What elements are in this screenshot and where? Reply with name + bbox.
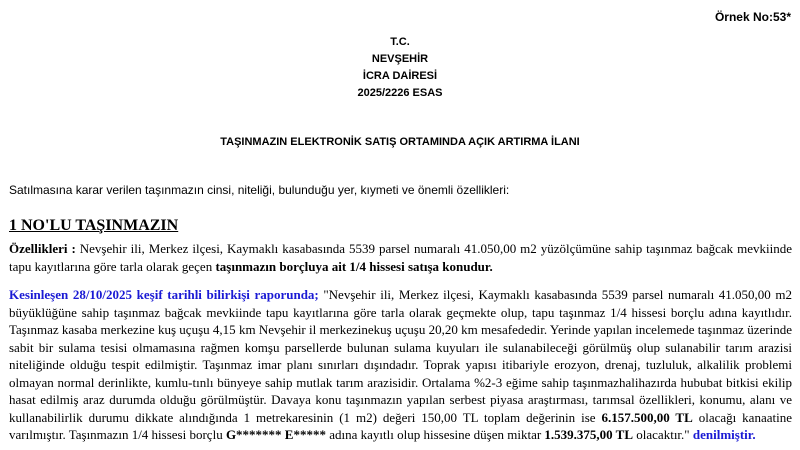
intro-text: Satılmasına karar verilen taşınmazın cinsi, niteliği, bulunduğu yer, kıymeti ve önemli özellikleri: <box>9 183 510 197</box>
features-bold-text: taşınmazın borçluya ait 1/4 hissesi satışa konudur. <box>215 258 493 274</box>
report-paragraph <box>9 286 792 444</box>
header-case-number: 2025/2226 ESAS <box>357 87 443 99</box>
features-label: Özellikleri : <box>9 241 76 256</box>
header-city: NEVŞEHİR <box>371 53 429 65</box>
parcel-heading: 1 NO'LU TAŞINMAZIN <box>9 217 179 234</box>
report-text: "Nevşehir ili, Merkez ilçesi, Kaymaklı kasabasında 5539 parsel numaralı 41.050,00 m2 büyüklüğüne sahip taşınmaz bağcak mevkiinde tapu kayıtlarına göre tarla olarak geçmekte olup, tapu taşınmaz 1/4 hissesi borçlu adına kayıtlıdır. Taşınmaz kasaba merkezine kuş uçuşu 4,15 km Nevşehir il merkezinekuş uçuşu 20,20 km mesafededir. Yerinde yapılan incelemede taşınmaz üzerinde sabit bir sulama tesisi olmamasına rağmen komşu parsellerde bulunan sulama kuyuları ile sulanabileceği görülmüş olup sulanabilir tarım arazisi niteliğinde olduğu tespit edilmiştir. Taşınmaz imar planı sınırları dışındadır. Toprak yapısı itibariyle erozyon, drenaj, tuzluluk, alkalilik problemi olmayan normal derinlikte, kumlu-tınlı bünyeye sahip mutlak tarım arazisidir. Ortalama %2-3 eğime sahip taşınmazhalihazırda hububat bitkisi ekilip hasat edilmiş araz durumda olduğu görülmüştür. Davaya konu taşınmazın yapılan serbest piyasa araştırması, tarımsal özellikleri, konumu, alanı ve kullanabilirlik durumu dikkate alındığında 1 metrekaresinin (1 m2) değeri 150,00 TL toplam değerinin ise <box>9 287 793 425</box>
report-owner: G******* E***** <box>225 427 326 442</box>
report-end: denilmiştir. <box>692 427 756 442</box>
report-text-3: adına kayıtlı olup hissesine düşen miktar <box>325 427 545 442</box>
report-share: 1.539.375,00 TL <box>544 427 634 442</box>
report-text-4: olacaktır." <box>633 427 693 442</box>
report-label: Kesinleşen 28/10/2025 keşif tarihli bilirkişi raporunda; <box>9 287 319 302</box>
header-office: İCRA DAİRESİ <box>362 70 438 82</box>
features-text: Nevşehir ili, Merkez ilçesi, Kaymaklı kasabasında 5539 parsel numaralı 41.050,00 m2 yüzölçümüne sahip taşınmaz bağcak mevkiinde tapu kayıtlarına göre tarla olarak geçen <box>9 241 792 274</box>
sample-number: Örnek No:53* <box>714 10 791 24</box>
features-paragraph <box>9 240 792 275</box>
report-value: 6.157.500,00 TL <box>601 409 693 425</box>
document-header <box>0 34 800 102</box>
announcement-title: TAŞINMAZIN ELEKTRONİK SATIŞ ORTAMINDA AÇIK ARTIRMA İLANI <box>220 136 580 148</box>
report-text-2: olacağı kanaatine varılmıştır. Taşınmazın 1/4 hissesi borçlu <box>9 409 792 442</box>
header-tc: T.C. <box>390 36 410 48</box>
